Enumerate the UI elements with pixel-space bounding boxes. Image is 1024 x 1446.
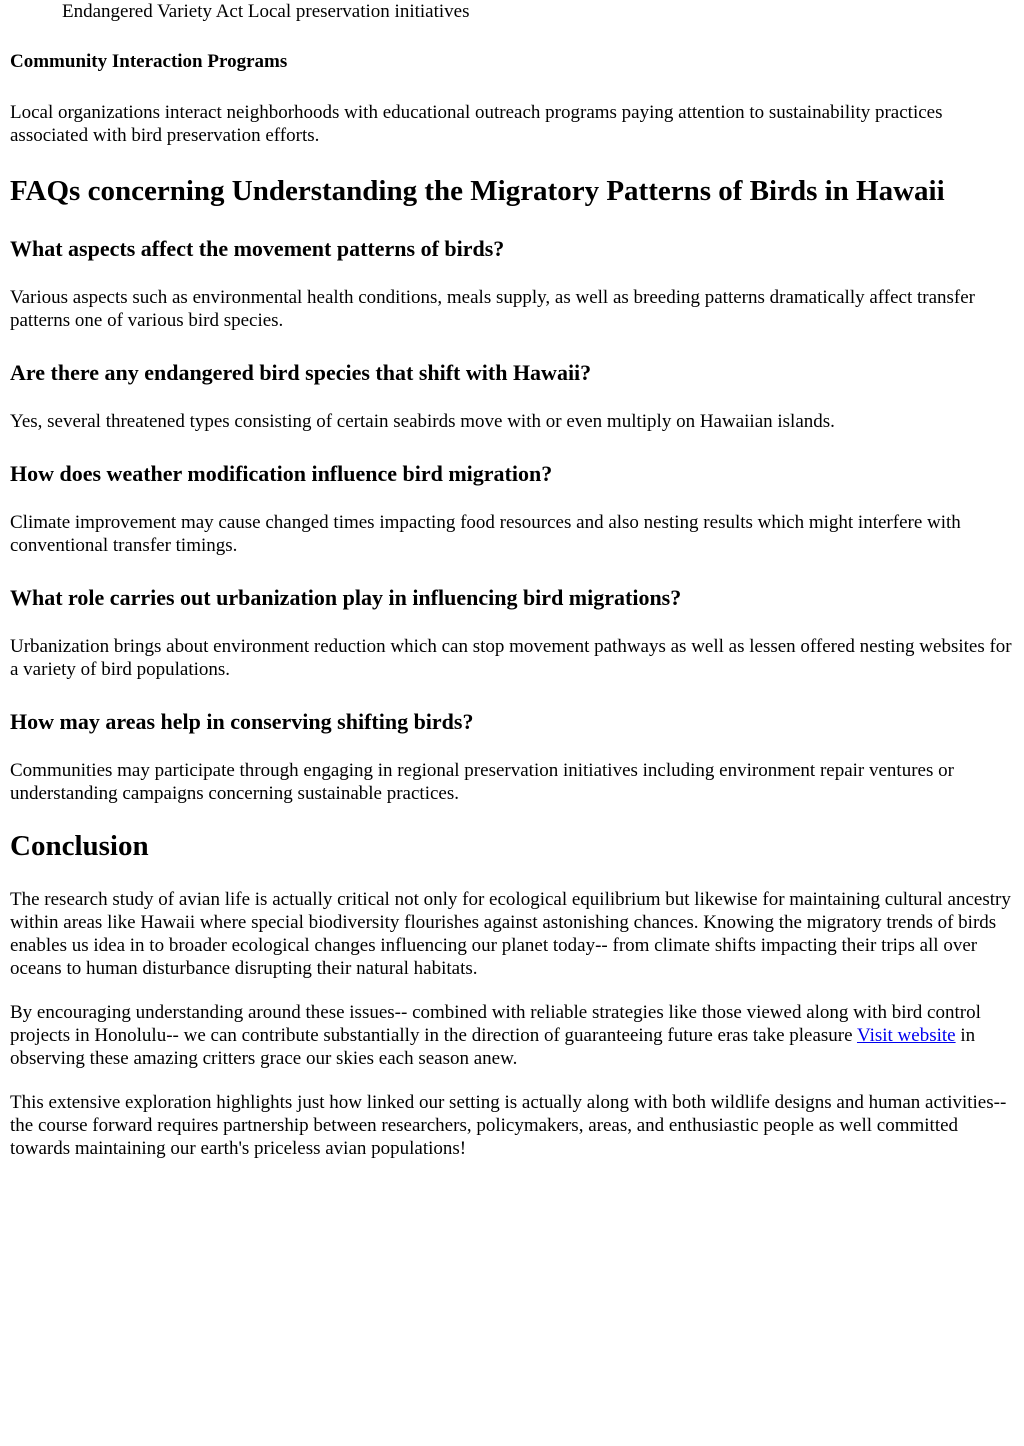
- community-heading: Community Interaction Programs: [10, 51, 288, 72]
- faq-question-2: Are there any endangered bird species that shift with Hawaii?: [10, 360, 592, 385]
- conclusion-paragraph-2-start: By encouraging understanding around these issues-- combined with reliable strategies like those viewed along with bird control projects in Honolulu-- we can contribute substantially in the direction of guaranteeing future eras take pleasure: [10, 1002, 981, 1046]
- conclusion-heading: Conclusion: [10, 830, 149, 862]
- faq-question-1: What aspects affect the movement patterns of birds?: [10, 236, 505, 261]
- list-item-text: Endangered Variety Act Local preservation initiatives: [62, 1, 470, 22]
- faq-answer-1: Various aspects such as environmental health conditions, meals supply, as well as breeding patterns dramatically affect transfer patterns one of various bird species.: [10, 287, 976, 331]
- faq-question-4: What role carries out urbanization play in influencing bird migrations?: [10, 585, 682, 610]
- faq-question-5: How may areas help in conserving shifting birds?: [10, 709, 474, 734]
- faq-answer-2: Yes, several threatened types consisting of certain seabirds move with or even multiply on Hawaiian islands.: [10, 411, 835, 432]
- community-paragraph: Local organizations interact neighborhoods with educational outreach programs paying attention to sustainability practices associated with bird preservation efforts.: [10, 102, 943, 146]
- faq-heading: FAQs concerning Understanding the Migratory Patterns of Birds in Hawaii: [10, 175, 945, 207]
- visit-website-link[interactable]: Visit website: [856, 1025, 956, 1046]
- conclusion-paragraph-3: This extensive exploration highlights just how linked our setting is actually along with both wildlife designs and human activities-- the course forward requires partnership between researchers, policymakers, areas, and enthusiastic people as well committed towards maintaining our earth's priceless avian populations!: [10, 1092, 1007, 1159]
- faq-answer-5: Communities may participate through engaging in regional preservation initiatives including environment repair ventures or understanding campaigns concerning sustainable practices.: [10, 760, 954, 804]
- conclusion-paragraph-1: The research study of avian life is actually critical not only for ecological equilibrium but likewise for maintaining cultural ancestry within areas like Hawaii where special biodiversity flourishes against astonishing chances. Knowing the migratory trends of birds enables us idea in to broader ecological changes influencing our planet today-- from climate shifts impacting their trips all over oceans to human disturbance disrupting their natural habitats.: [10, 889, 1011, 979]
- faq-question-3: How does weather modification influence bird migration?: [10, 461, 553, 486]
- faq-answer-3: Climate improvement may cause changed times impacting food resources and also nesting results which might interfere with conventional transfer timings.: [10, 512, 961, 556]
- faq-answer-4: Urbanization brings about environment reduction which can stop movement pathways as well as lessen offered nesting websites for a variety of bird populations.: [10, 636, 1012, 680]
- conclusion-paragraph-2: [10, 1001, 1014, 1070]
- conclusion-paragraph-2-end: in observing these amazing critters grace our skies each season anew.: [10, 1025, 976, 1069]
